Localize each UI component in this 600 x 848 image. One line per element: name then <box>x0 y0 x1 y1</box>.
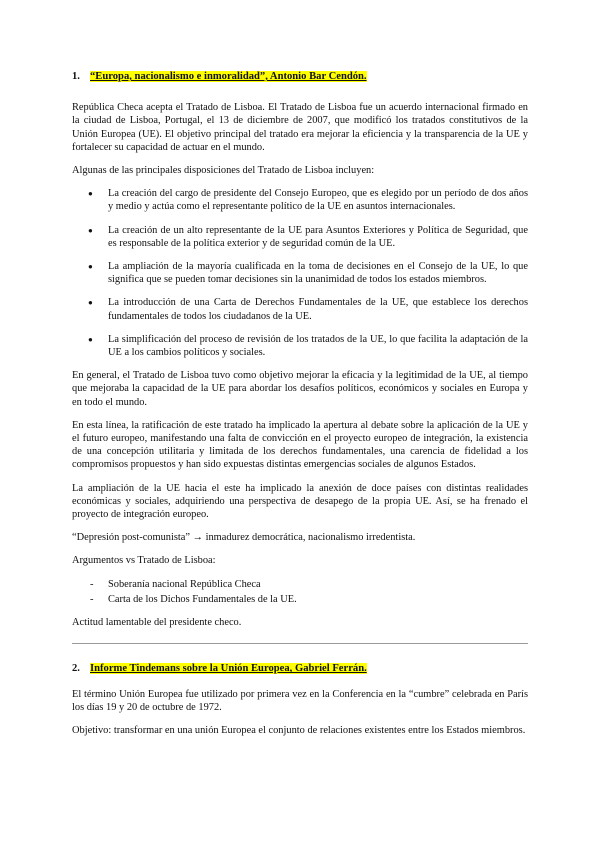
list-item: ● La introducción de una Carta de Derechos Fundamentales de la UE, que establece los derechos fundamentales de todos los ciudadanos de la UE. <box>72 296 528 322</box>
general-paragraph: En general, el Tratado de Lisboa tuvo como objetivo mejorar la eficacia y la legitimidad de la UE, al tiempo que mejoraba la capacidad de la UE para abordar los desafíos políticos, económicos y sociales en Europa y en todo el mundo. <box>72 370 528 408</box>
section-2-paragraph-1: El término Unión Europea fue utilizado por primera vez en la Conferencia en la “cumbre” celebrada en París los días 19 y 20 de octubre de 1972. <box>72 688 528 713</box>
section-1-title: “Europa, nacionalismo e inmoralidad”, Antonio Bar Cendón. <box>90 71 367 82</box>
enlargement-paragraph: La ampliación de la UE hacia el este ha implicado la anexión de doce países con distintas realidades económicas y sociales, adquiriendo una perspectiva de desapego de la propia UE. Así, se ha frenado el proyecto de integración europeo. <box>72 482 528 521</box>
section-1-number: 1. <box>72 71 80 82</box>
section-2-title: Informe Tindemans sobre la Unión Europea, Gabriel Ferrán. <box>90 663 367 675</box>
section-2-paragraph-2: Objetivo: transformar en una unión Europea el conjunto de relaciones existentes entre los Estados miembros. <box>72 724 526 736</box>
closing-paragraph: Actitud lamentable del presidente checo. <box>72 617 242 629</box>
section-2-number: 2. <box>72 663 80 675</box>
section-1-heading <box>72 70 528 83</box>
provisions-lead: Algunas de las principales disposiciones del Tratado de Lisboa incluyen: <box>72 165 375 177</box>
list-item: ● La ampliación de la mayoría cualificada en la toma de decisiones en el Consejo de la UE, lo que significa que se pueden tomar decisiones sin la unanimidad de todos los estados miembros. <box>72 260 528 286</box>
list-item: - Carta de los Dichos Fundamentales de la UE. <box>72 593 528 606</box>
list-item: ● La simplificación del proceso de revisión de los tratados de la UE, lo que facilita la adaptación de la UE a los cambios políticos y sociales. <box>72 333 528 359</box>
section-divider <box>72 643 528 644</box>
document-content <box>72 70 528 747</box>
arguments-label: Argumentos vs Tratado de Lisboa: <box>72 555 216 567</box>
provisions-list <box>72 187 528 359</box>
line-paragraph: En esta línea, la ratificación de este tratado ha implicado la apertura al debate sobre la aplicación de la UE y el futuro europeo, manifestando una falta de convicción en el proyecto europeo de integración, la existencia de una concepción utilitaria y limitada de los derechos fundamentales, una carencia de fidelidad a los compromisos propuestos y han sido expuestas distintas emergencias sociales de algunos Estados. <box>72 419 528 471</box>
list-item: ● La creación del cargo de presidente del Consejo Europeo, que es elegido por un período de dos años y medio y actúa como el representante político de la UE en asuntos internacionales. <box>72 187 528 213</box>
intro-paragraph: República Checa acepta el Tratado de Lisboa. El Tratado de Lisboa fue un acuerdo internacional firmado en la ciudad de Lisboa, Portugal, el 13 de diciembre de 2007, que modificó los tratados constitutivos de la Unión Europea (UE). El objetivo principal del tratado era mejorar la eficiencia y la transparencia de la UE y fortalecer su capacidad de actuar en el mundo. <box>72 102 528 153</box>
list-item: ● La creación de un alto representante de la UE para Asuntos Exteriores y Política de Seguridad, que es responsable de la política exterior y de seguridad común de la UE. <box>72 224 528 250</box>
depression-paragraph: “Depresión post-comunista” → inmadurez democrática, nacionalismo irredentista. <box>72 532 416 544</box>
list-item: - Soberanía nacional República Checa <box>72 578 528 591</box>
section-2-heading <box>72 662 528 675</box>
arguments-list <box>72 578 528 606</box>
